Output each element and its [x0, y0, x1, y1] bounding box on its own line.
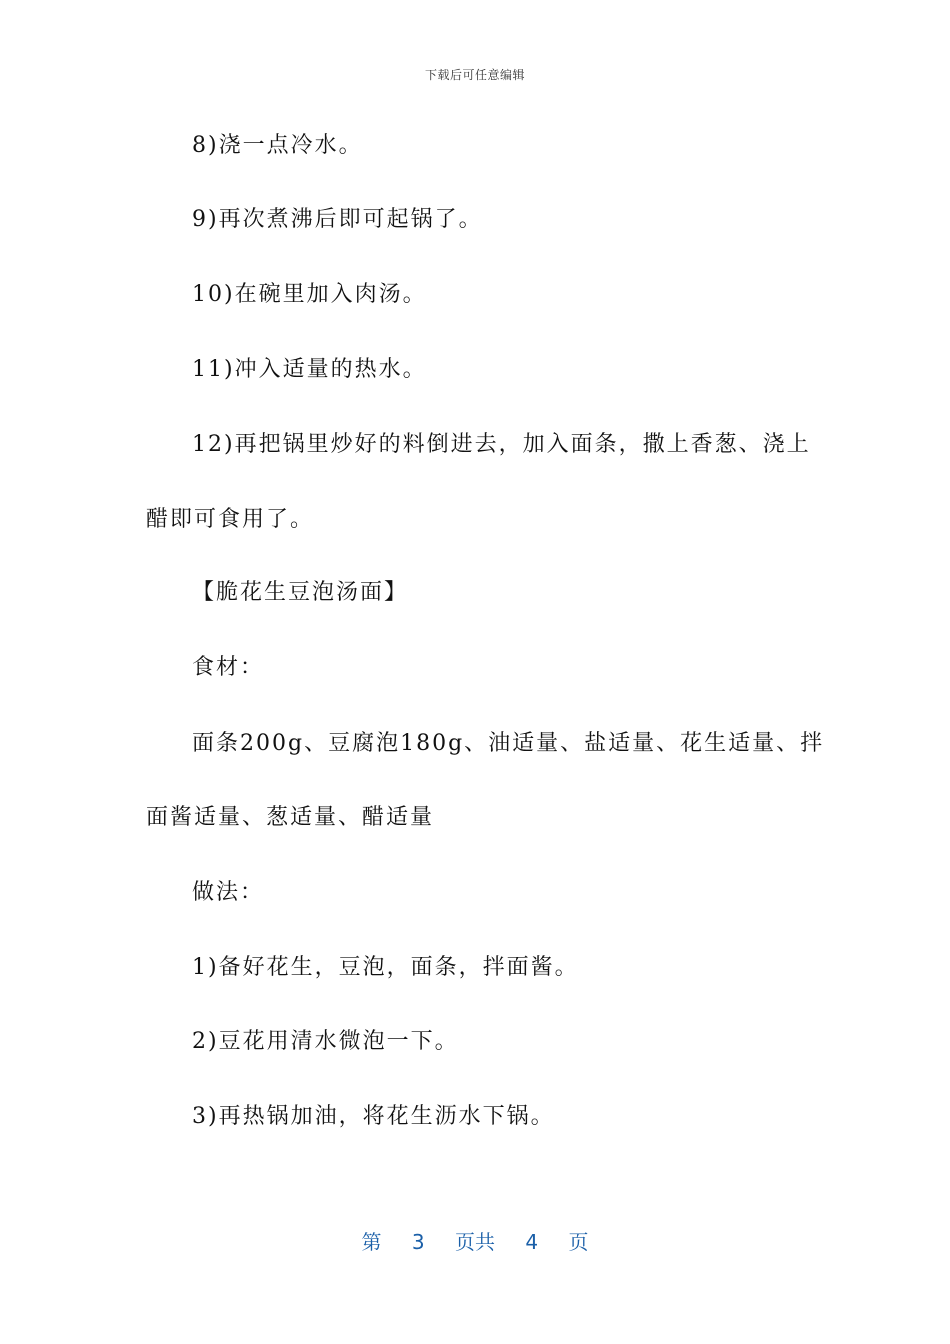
ingredients-line-1: 面条200g、豆腐泡180g、油适量、盐适量、花生适量、拌 — [192, 731, 825, 756]
footer-suffix: 页 — [568, 1230, 589, 1254]
step-10: 10)在碗里加入肉汤。 — [192, 282, 427, 307]
step-8: 8)浇一点冷水。 — [192, 133, 363, 158]
step-12-line-1: 12)再把锅里炒好的料倒进去，加入面条，撒上香葱、浇上 — [192, 432, 811, 457]
step-12-line-2: 醋即可食用了。 — [146, 507, 315, 532]
recipe-title: 【脆花生豆泡汤面】 — [192, 580, 409, 605]
page-footer — [0, 1226, 950, 1255]
footer-current-page: 3 — [411, 1230, 425, 1254]
ingredients-heading: 食材： — [192, 655, 265, 680]
step-9: 9)再次煮沸后即可起锅了。 — [192, 207, 483, 232]
footer-prefix: 第 — [361, 1230, 382, 1254]
footer-mid: 页共 — [455, 1230, 495, 1254]
method-heading: 做法： — [192, 880, 265, 905]
footer-total-pages: 4 — [525, 1230, 539, 1254]
ingredients-line-2: 面酱适量、葱适量、醋适量 — [146, 805, 435, 830]
method-step-3: 3)再热锅加油，将花生沥水下锅。 — [192, 1104, 555, 1129]
method-step-1: 1)备好花生，豆泡，面条，拌面酱。 — [192, 955, 579, 980]
step-11: 11)冲入适量的热水。 — [192, 357, 427, 382]
page-header: 下载后可任意编辑 — [424, 68, 525, 82]
method-step-2: 2)豆花用清水微泡一下。 — [192, 1029, 459, 1054]
